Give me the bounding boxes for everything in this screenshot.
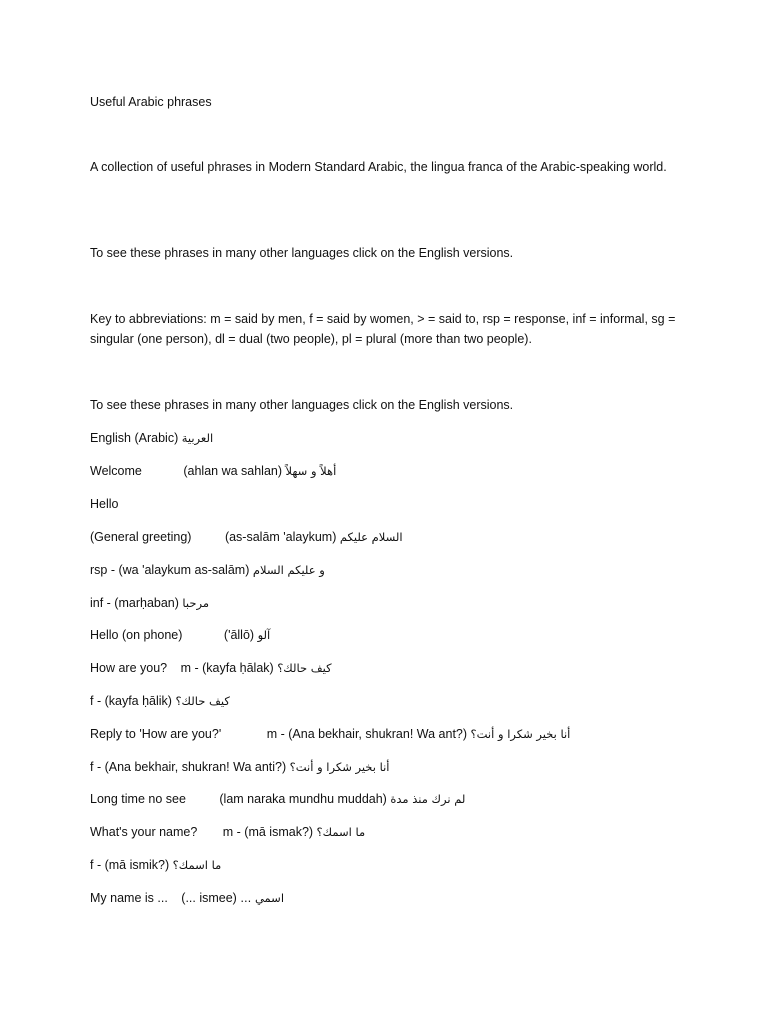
see-note-paragraph: To see these phrases in many other languages click on the English versions. bbox=[90, 246, 514, 260]
phrase-english: Hello bbox=[90, 497, 119, 511]
phrase-hello bbox=[90, 494, 690, 514]
phrase-your-name-m bbox=[90, 822, 690, 842]
phrase-english: What's your name? bbox=[90, 825, 198, 839]
phrase-transliteration: m - (kayfa ḥālak) bbox=[180, 661, 274, 675]
phrase-arabic: أنا بخير شكرا و أنت؟ bbox=[470, 727, 571, 741]
phrase-transliteration: m - (Ana bekhair, shukran! Wa ant?) bbox=[266, 727, 468, 741]
phrase-hello-phone bbox=[90, 625, 690, 645]
phrase-english: How are you? bbox=[90, 661, 168, 675]
phrase-arabic: كيف حالك؟ bbox=[175, 694, 230, 708]
phrase-transliteration: (... ismee) bbox=[181, 891, 237, 905]
phrase-your-name-f bbox=[90, 855, 690, 875]
phrase-general-greeting bbox=[90, 527, 690, 547]
phrase-arabic: لم نرك منذ مدة bbox=[390, 792, 466, 806]
phrase-arabic: مرحبا bbox=[182, 596, 210, 610]
phrase-english: f - (Ana bekhair, shukran! Wa anti?) bbox=[90, 760, 287, 774]
phrase-english: Long time no see bbox=[90, 792, 186, 806]
phrase-english: inf - (marḥaban) bbox=[90, 596, 179, 610]
phrase-arabic: ما اسمك؟ bbox=[316, 825, 366, 839]
phrase-arabic: ... اسمي bbox=[240, 891, 285, 905]
phrase-english: Hello (on phone) bbox=[90, 628, 183, 642]
see-note-paragraph-2: To see these phrases in many other languages click on the English versions. bbox=[90, 398, 514, 412]
phrase-long-time bbox=[90, 789, 690, 809]
phrase-header bbox=[90, 428, 690, 448]
phrase-my-name bbox=[90, 888, 690, 908]
phrase-transliteration: m - (mā ismak?) bbox=[222, 825, 314, 839]
phrase-welcome bbox=[90, 461, 690, 481]
intro-paragraph: A collection of useful phrases in Modern Standard Arabic, the lingua franca of the Arabic-speaking world. bbox=[90, 160, 667, 174]
phrase-how-are-you-f bbox=[90, 691, 690, 711]
phrase-transliteration: (ahlan wa sahlan) bbox=[183, 464, 283, 478]
document-title: Useful Arabic phrases bbox=[90, 95, 212, 109]
phrase-transliteration: ('āllō) bbox=[223, 628, 255, 642]
phrase-transliteration: (as-salām 'alaykum) bbox=[224, 530, 337, 544]
phrase-english: rsp - (wa 'alaykum as-salām) bbox=[90, 563, 250, 577]
phrase-english: f - (mā ismik?) bbox=[90, 858, 170, 872]
phrase-arabic: و عليكم السلام bbox=[252, 563, 325, 577]
phrase-arabic: أنا بخير شكرا و أنت؟ bbox=[289, 760, 390, 774]
phrase-transliteration: (lam naraka mundhu muddah) bbox=[219, 792, 387, 806]
phrase-arabic: آلو bbox=[257, 628, 271, 642]
phrase-reply-f bbox=[90, 757, 690, 777]
phrase-arabic: كيف حالك؟ bbox=[277, 661, 332, 675]
phrase-reply-m bbox=[90, 724, 690, 744]
phrase-how-are-you-m bbox=[90, 658, 690, 678]
phrase-informal bbox=[90, 593, 690, 613]
phrase-english: f - (kayfa ḥālik) bbox=[90, 694, 172, 708]
phrase-english: Reply to 'How are you?' bbox=[90, 727, 222, 741]
abbreviation-key-paragraph: Key to abbreviations: m = said by men, f = said by women, > = said to, rsp = response, inf = informal, sg = singular (one person), dl = dual (two people), pl = plural (more than two people). bbox=[90, 312, 676, 346]
phrase-english: English (Arabic) bbox=[90, 431, 179, 445]
phrase-english: My name is ... bbox=[90, 891, 168, 905]
phrase-arabic: السلام عليكم bbox=[339, 530, 403, 544]
phrase-english: (General greeting) bbox=[90, 530, 192, 544]
phrase-arabic: ما اسمك؟ bbox=[172, 858, 222, 872]
phrase-arabic: أهلاً و سهلاً bbox=[285, 464, 337, 478]
phrase-english: Welcome bbox=[90, 464, 142, 478]
phrase-arabic: العربية bbox=[181, 431, 214, 445]
phrase-response bbox=[90, 560, 690, 580]
